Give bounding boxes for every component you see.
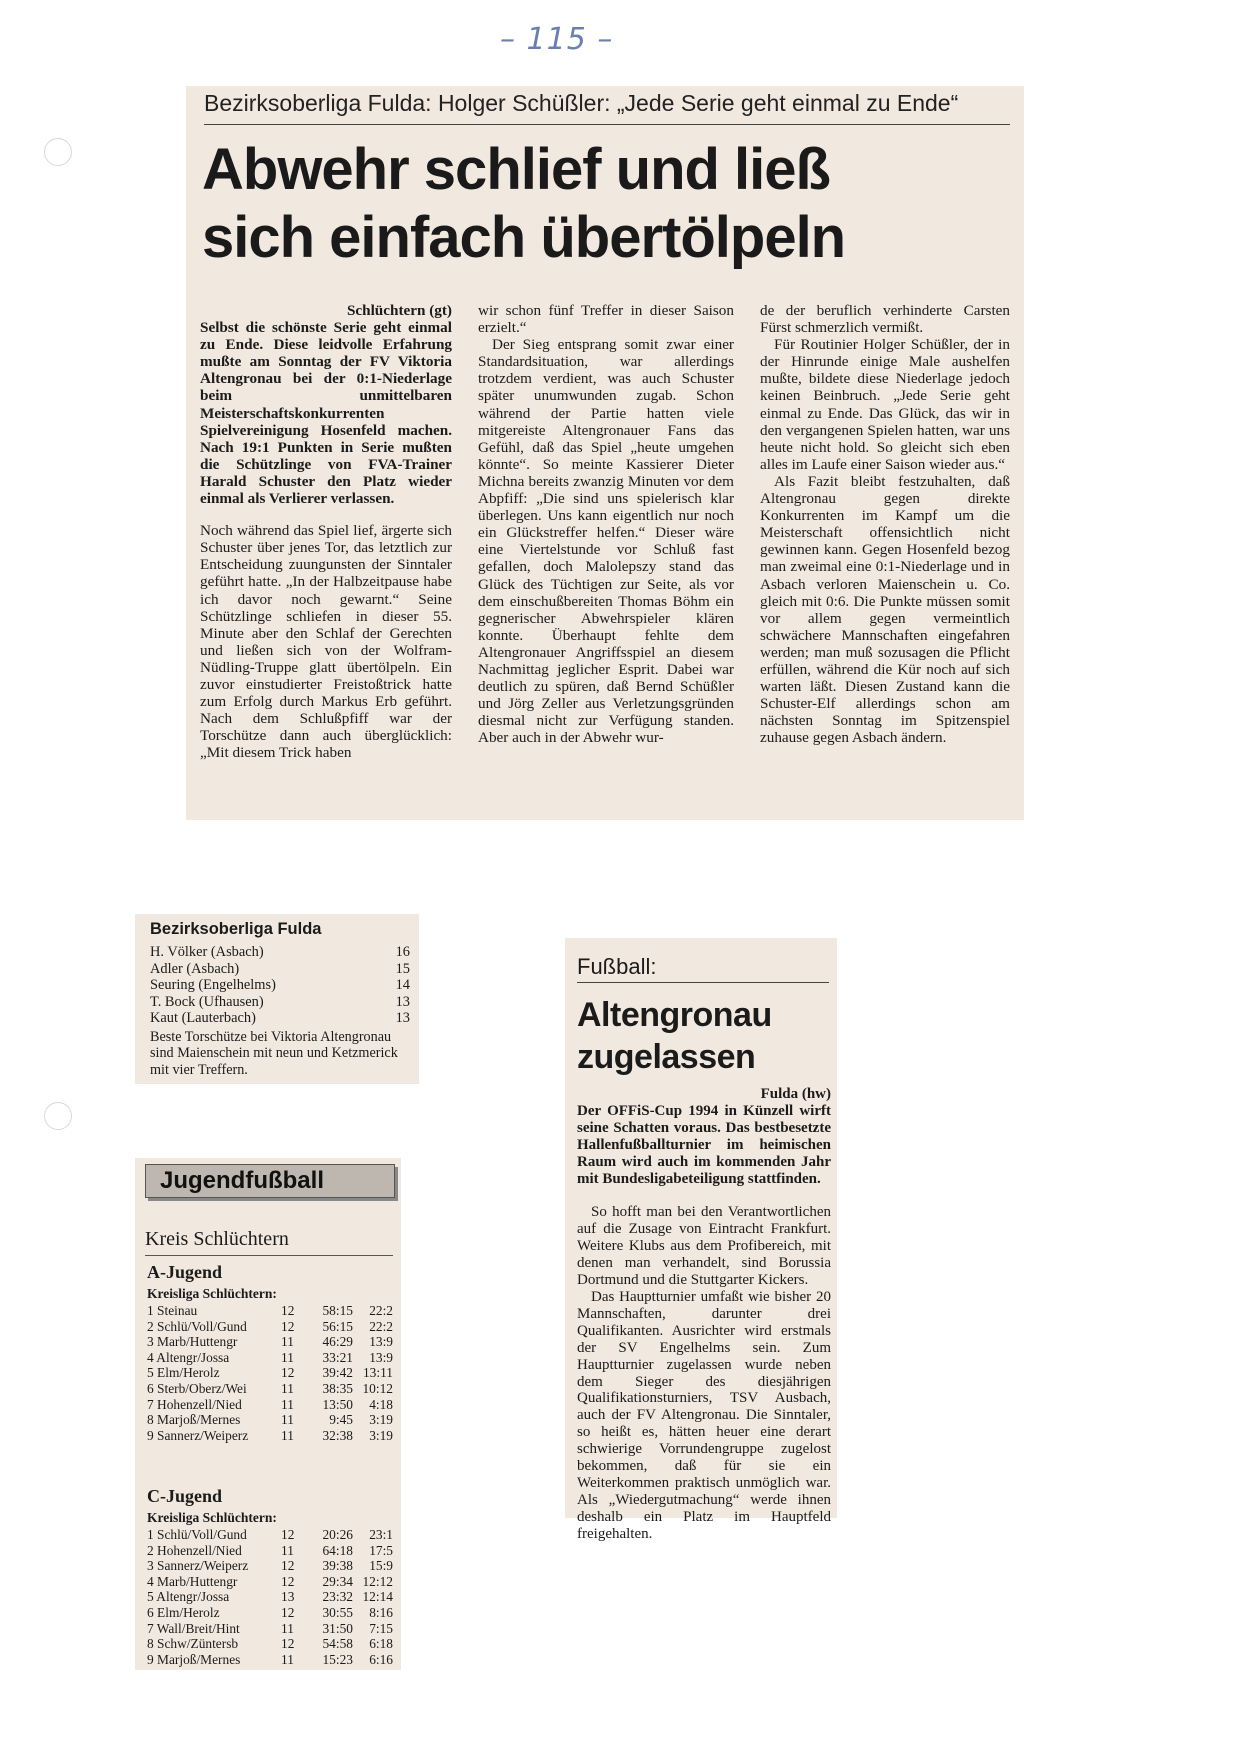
goal-record: 39:42 <box>322 1365 353 1381</box>
scorer-name: H. Völker (Asbach) <box>150 944 264 960</box>
headline-line-1: Altengronau <box>577 996 772 1034</box>
points: 6:18 <box>369 1636 393 1652</box>
games-played: 12 <box>281 1558 295 1574</box>
games-played: 12 <box>281 1604 295 1620</box>
headline-line-1: Abwehr schlief und ließ <box>202 137 830 202</box>
scorer-row <box>150 961 410 978</box>
games-played: 12 <box>281 1318 295 1334</box>
points: 13:9 <box>369 1334 393 1350</box>
scorer-row <box>150 994 410 1011</box>
games-played: 12 <box>281 1573 295 1589</box>
table-row <box>147 1303 393 1319</box>
points: 6:16 <box>369 1651 393 1667</box>
table-row <box>147 1574 393 1590</box>
article-paragraph: Für Routinier Holger Schüßler, der in der Hinrunde einige Male aushelfen mußte, bildete diese Niederlage jedoch keinen Beinbruch. „Jede Serie geht einmal zu Ende. Das Glück, das wir in den vergangenen Spielen hatten, war uns heute nicht hold. So gleicht sich eben alles im Laufe einer Saison wieder aus.“ <box>760 336 1010 473</box>
games-played: 11 <box>281 1380 294 1396</box>
goal-record: 64:18 <box>322 1542 353 1558</box>
table-row <box>147 1412 393 1428</box>
scorer-name: Kaut (Lauterbach) <box>150 1010 256 1027</box>
team-name: 7 Wall/Breit/Hint <box>147 1620 240 1636</box>
games-played: 12 <box>281 1636 295 1652</box>
games-played: 11 <box>281 1412 294 1428</box>
district-heading: Kreis Schlüchtern <box>145 1228 289 1250</box>
goal-record: 13:50 <box>322 1396 353 1412</box>
games-played: 11 <box>281 1334 294 1350</box>
article-body <box>577 1086 831 1543</box>
goal-record: 58:15 <box>322 1303 353 1318</box>
team-name: 4 Marb/Huttengr <box>147 1573 238 1589</box>
scorers-note: Beste Torschütze bei Viktoria Altengronau sind Maienschein mit neun und Ketzmerick mit vier Treffern. <box>150 1029 398 1078</box>
table-row <box>147 1319 393 1335</box>
article-paragraph: Noch während das Spiel lief, ärgerte sich Schuster über jenes Tor, das letztlich zur Entscheidung zuungunsten der Sinntaler geführt hatte. „In der Halbzeitpause habe ich davor noch gewarnt.“ Seine Schützlinge schliefen in dieser 55. Minute aber den Schlaf der Gerechten und ließen sich von der Wolfram-Nüdling-Truppe glatt übertölpeln. Ein zuvor einstudierter Freistoßtrick hatte zum Erfolg durch Markus Erb geführt. Nach dem Schlußpfiff war der Torschütze dann auch überglücklich: „Mit diesem Trick haben <box>200 522 452 762</box>
scorer-goals: 13 <box>395 1010 410 1027</box>
c-youth-table <box>147 1527 393 1667</box>
article-headline <box>577 994 832 1078</box>
kicker-divider <box>577 982 829 983</box>
punch-hole-mark <box>44 1102 72 1130</box>
games-played: 11 <box>281 1651 294 1667</box>
points: 23:1 <box>369 1527 393 1542</box>
team-name: 4 Altengr/Jossa <box>147 1349 230 1365</box>
goal-record: 29:34 <box>322 1573 353 1589</box>
article-column-3 <box>760 302 1010 746</box>
article-paragraph: Das Hauptturnier umfaßt wie bisher 20 Mannschaften, darunter drei Qualifikanten. Ausrichter wird erstmals der SV Engelhelms sein. Zum Hauptturnier zugelassen wurde neben dem Sieger des diesjährigen Qualifikationsturniers, TSV Ausbach, auch der FV Altengronau. Die Sinntaler, so heißt es, hätten heuer eine derart schwierige Vorrundengruppe zugelost bekommen, daß für sie ein Weiterkommen praktisch unmöglich war. Als „Wiedergutmachung“ werde ihnen deshalb ein Platz im Hauptfeld freigehalten. <box>577 1288 831 1542</box>
table-row <box>147 1605 393 1621</box>
team-name: 1 Schlü/Voll/Gund <box>147 1527 247 1542</box>
c-youth-league: Kreisliga Schlüchtern: <box>147 1510 277 1525</box>
table-row <box>147 1334 393 1350</box>
table-row <box>147 1365 393 1381</box>
c-youth-title: C-Jugend <box>147 1486 223 1506</box>
games-played: 12 <box>281 1365 295 1381</box>
games-played: 12 <box>281 1527 295 1542</box>
points: 8:16 <box>369 1604 393 1620</box>
points: 22:2 <box>369 1303 393 1318</box>
article-dateline: Schlüchtern (gt) <box>346 302 452 319</box>
headline-line-2: zugelassen <box>577 1038 756 1076</box>
team-name: 6 Sterb/Oberz/Wei <box>147 1380 247 1396</box>
youth-football-clipping <box>135 1158 401 1670</box>
page-number: – 115 – <box>500 22 614 57</box>
article-paragraph: de der beruflich verhinderte Carsten Fürst schmerzlich vermißt. <box>760 302 1010 337</box>
team-name: 2 Hohenzell/Nied <box>147 1542 242 1558</box>
team-name: 5 Altengr/Jossa <box>147 1589 230 1605</box>
points: 12:14 <box>362 1589 393 1605</box>
team-name: 7 Hohenzell/Nied <box>147 1396 242 1412</box>
goal-record: 32:38 <box>322 1427 353 1443</box>
goal-record: 15:23 <box>322 1651 353 1667</box>
article-kicker: Bezirksoberliga Fulda: Holger Schüßler: „Jede Serie geht einmal zu Ende“ <box>204 90 959 116</box>
goal-record: 9:45 <box>329 1412 353 1428</box>
points: 3:19 <box>369 1427 393 1443</box>
team-name: 3 Sannerz/Weiperz <box>147 1558 249 1574</box>
goal-record: 31:50 <box>322 1620 353 1636</box>
top-scorers-clipping <box>135 914 419 1084</box>
scorer-goals: 14 <box>395 977 410 994</box>
article-kicker: Fußball: <box>577 954 657 979</box>
scorer-goals: 16 <box>395 944 410 960</box>
scorer-name: T. Bock (Ufhausen) <box>150 993 264 1010</box>
games-played: 12 <box>281 1303 295 1318</box>
scorer-goals: 15 <box>395 960 410 977</box>
headline-line-2: sich einfach übertölpeln <box>202 205 846 270</box>
goal-record: 33:21 <box>322 1349 353 1365</box>
games-played: 11 <box>281 1542 294 1558</box>
article-paragraph: So hofft man bei den Verantwortlichen auf die Zusage von Eintracht Frankfurt. Weitere Klubs aus dem Profibereich, mit denen man verhandelt, sind Borussia Dortmund und die Stuttgarter Kickers. <box>577 1204 831 1289</box>
a-youth-title: A-Jugend <box>147 1262 223 1282</box>
table-row <box>147 1621 393 1637</box>
points: 13:11 <box>362 1365 393 1381</box>
goal-record: 54:58 <box>322 1636 353 1652</box>
article-lead: Selbst die schönste Serie geht einmal zu Ende. Diese leidvolle Erfahrung mußte am Sonntag der FV Viktoria Altengronau bei der 0:1-Niederlage beim unmittelbaren Meisterschaftskonkurrenten Spielvereinigung Hosenfeld machen. Nach 19:1 Punkten in Serie mußten die Schützlinge von FVA-Trainer Harald Schuster den Platz wieder einmal als Verlierer verlassen. <box>200 319 452 508</box>
team-name: 2 Schlü/Voll/Gund <box>147 1318 247 1334</box>
scorer-goals: 13 <box>395 993 410 1010</box>
scorer-name: Adler (Asbach) <box>150 960 240 977</box>
team-name: 9 Marjoß/Mernes <box>147 1651 241 1667</box>
district-divider <box>145 1255 393 1256</box>
scorers-list <box>150 944 410 1027</box>
youth-banner <box>145 1164 395 1198</box>
table-row <box>147 1636 393 1652</box>
games-played: 11 <box>281 1427 294 1443</box>
points: 4:18 <box>369 1396 393 1412</box>
scorers-title: Bezirksoberliga Fulda <box>150 920 322 938</box>
table-row <box>147 1543 393 1559</box>
goal-record: 20:26 <box>322 1527 353 1542</box>
team-name: 1 Steinau <box>147 1303 198 1318</box>
article-paragraph: Als Fazit bleibt festzuhalten, daß Altengronau gegen direkte Konkurrenten im Kampf um die Meisterschaft offensichtlich nicht gewinnen kann. Gegen Hosenfeld bezog man zweimal eine 0:1-Niederlage und in Asbach verloren Maienschein u. Co. gleich mit 0:6. Die Punkte müssen somit vor allem gegen vermeintlich schwächere Mannschaften eingefahren werden; man muß sozusagen die Pflicht erfüllen, während die Kür noch auf sich warten läßt. Diesen Zustand kann die Schuster-Elf allerdings schon am nächsten Sonntag im Spitzenspiel zuhause gegen Asbach ändern. <box>760 472 1010 747</box>
points: 7:15 <box>369 1620 393 1636</box>
article-dateline: Fulda (hw) <box>760 1086 831 1102</box>
points: 22:2 <box>369 1318 393 1334</box>
points: 3:19 <box>369 1412 393 1428</box>
article-paragraph: wir schon fünf Treffer in dieser Saison erzielt.“ <box>478 302 734 337</box>
article-paragraph: Der Sieg entsprang somit zwar einer Standardsituation, war allerdings trotzdem verdient, was auch Schuster später unumwunden zugab. Schon während der Partie hatten viele mitgereiste Altengronauer Fans das Gefühl, daß das Spiel „heute umgehen könnte“. So meinte Kassierer Dieter Michna bereits zwanzig Minuten vor dem Abpfiff: „Die sind uns spielerisch klar überlegen. Uns kann eigentlich nur noch ein Glückstreffer helfen.“ Dieser wäre eine Viertelstunde vor Schluß fast gefallen, doch Malolepszy stand das Glück des Tüchtigen zur Seite, als vor dem einschußbereiten Thomas Böhm ein gegnerischer Abwehrspieler klären konnte. Überhaupt fehlte dem Altengronauer Angriffsspiel an diesem Nachmittag jeglicher Esprit. Dabei war deutlich zu spüren, daß Bernd Schüßler und Jörg Zeller aus Verletzungsgründen diesmal nicht zur Verfügung standen. Aber auch in der Abwehr wur- <box>478 336 734 747</box>
table-row <box>147 1527 393 1543</box>
article-column-1 <box>200 302 452 761</box>
scorer-row <box>150 944 410 961</box>
youth-banner-label: Jugendfußball <box>160 1167 324 1194</box>
table-row <box>147 1558 393 1574</box>
table-row <box>147 1428 393 1444</box>
article-headline <box>202 136 1002 272</box>
table-row <box>147 1381 393 1397</box>
punch-hole-mark <box>44 138 72 166</box>
goal-record: 30:55 <box>322 1604 353 1620</box>
team-name: 9 Sannerz/Weiperz <box>147 1427 249 1443</box>
games-played: 13 <box>281 1589 295 1605</box>
scorer-row <box>150 1010 410 1027</box>
team-name: 5 Elm/Herolz <box>147 1365 220 1381</box>
goal-record: 56:15 <box>322 1318 353 1334</box>
table-row <box>147 1397 393 1413</box>
games-played: 11 <box>281 1620 294 1636</box>
goal-record: 38:35 <box>322 1380 353 1396</box>
a-youth-table <box>147 1303 393 1443</box>
points: 10:12 <box>362 1380 393 1396</box>
table-row <box>147 1350 393 1366</box>
points: 13:9 <box>369 1349 393 1365</box>
team-name: 3 Marb/Huttengr <box>147 1334 238 1350</box>
team-name: 6 Elm/Herolz <box>147 1604 220 1620</box>
scorer-name: Seuring (Engelhelms) <box>150 977 276 994</box>
games-played: 11 <box>281 1396 294 1412</box>
main-article-clipping <box>186 86 1024 820</box>
points: 15:9 <box>369 1558 393 1574</box>
table-row <box>147 1589 393 1605</box>
table-row <box>147 1652 393 1668</box>
goal-record: 23:32 <box>322 1589 353 1605</box>
goal-record: 39:38 <box>322 1558 353 1574</box>
kicker-divider <box>204 124 1010 125</box>
points: 17:5 <box>369 1542 393 1558</box>
team-name: 8 Marjoß/Mernes <box>147 1412 241 1428</box>
article-column-2 <box>478 302 734 746</box>
a-youth-league: Kreisliga Schlüchtern: <box>147 1286 277 1301</box>
article-lead: Der OFFiS-Cup 1994 in Künzell wirft seine Schatten voraus. Das bestbesetzte Hallenfußballturnier im heimischen Raum wird auch im kommenden Jahr mit Bundesligabeteiligung stattfinden. <box>577 1102 831 1187</box>
points: 12:12 <box>362 1573 393 1589</box>
goal-record: 46:29 <box>322 1334 353 1350</box>
team-name: 8 Schw/Züntersb <box>147 1636 239 1652</box>
games-played: 11 <box>281 1349 294 1365</box>
second-article-clipping <box>565 938 837 1542</box>
scorer-row <box>150 977 410 994</box>
